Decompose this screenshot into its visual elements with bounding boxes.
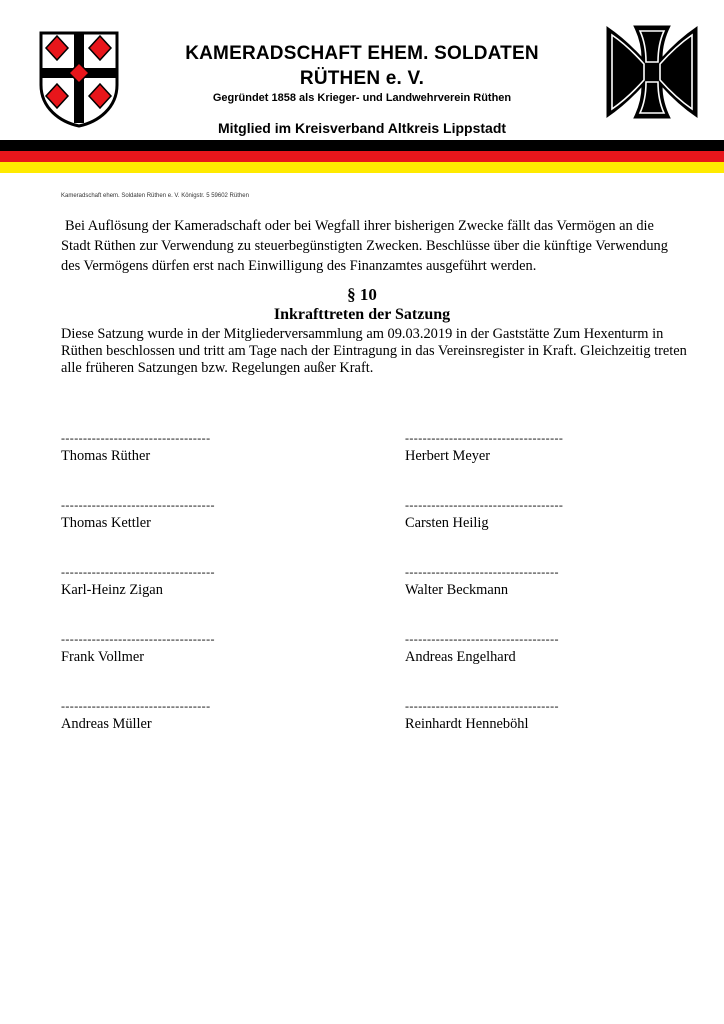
flag-stripe-red [0,151,724,162]
iron-cross-icon [604,22,700,122]
dissolution-paragraph: Bei Auflösung der Kameradschaft oder bei Wegfall ihrer bisherigen Zwecke fällt das Vermögen an die Stadt Rüthen zur Verwendung zu steuerbegünstigten Zwecken. Beschlüsse über die künftige Verwendung des Vermögens dürfen erst nach Einwilligung des Finanzamtes ausgeführt werden. [61,218,668,274]
signature-block [61,565,215,599]
section-text: Diese Satzung wurde in der Mitgliederversammlung am 09.03.2019 in der Gaststätte Zum Hexenturm in Rüthen beschlossen und tritt am Tage nach der Eintragung in das Vereinsregister in Kraft. Gleichzeitig treten alle früheren Satzungen bzw. Regelungen außer Kraft. [61,326,687,376]
signature-line: ----------------------------------- [405,699,559,713]
signature-block [61,431,210,465]
flag-stripe-black [0,140,724,151]
signature-line: ---------------------------------- [61,431,211,445]
signatory-name: Herbert Meyer [405,448,491,464]
signatory-name: Andreas Müller [61,716,152,732]
signature-block [61,699,210,733]
signatory-name: Andreas Engelhard [405,649,516,665]
signature-block [405,699,559,733]
signature-line: ----------------------------------- [61,565,215,579]
signatory-name: Walter Beckmann [405,582,509,598]
signature-block [61,632,215,666]
flag-stripe-gold [0,162,724,173]
association-name-line2: RÜTHEN e. V. [299,68,425,89]
signature-line: ----------------------------------- [405,632,559,646]
signature-block [61,498,215,532]
signature-block [405,632,559,666]
signature-line: ----------------------------------- [61,498,215,512]
signatory-name: Karl-Heinz Zigan [61,582,163,598]
signatory-name: Thomas Kettler [61,515,151,531]
signature-line: ------------------------------------ [405,498,564,512]
signatory-name: Thomas Rüther [61,448,151,464]
section-title: Inkrafttreten der Satzung [273,306,451,323]
letterhead [0,0,724,175]
signatory-name: Carsten Heilig [405,515,489,531]
signature-block [405,431,563,465]
association-name-line1: KAMERADSCHAFT EHEM. SOLDATEN [185,43,539,64]
membership-line: Mitglied im Kreisverband Altkreis Lippstadt [217,120,507,136]
signature-line: ----------------------------------- [405,565,559,579]
signature-line: ------------------------------------ [405,431,564,445]
signature-block [405,498,563,532]
sender-address: Kameradschaft ehem. Soldaten Rüthen e. V. Königstr. 5 59602 Rüthen [61,193,249,199]
signature-line: ---------------------------------- [61,699,211,713]
signatory-name: Reinhardt Henneböhl [405,716,529,732]
signatory-name: Frank Vollmer [61,649,145,665]
section-number: § 10 [347,285,377,304]
signature-line: ----------------------------------- [61,632,215,646]
founded-subtitle: Gegründet 1858 als Krieger- und Landwehrverein Rüthen [212,92,512,104]
signature-block [405,565,559,599]
